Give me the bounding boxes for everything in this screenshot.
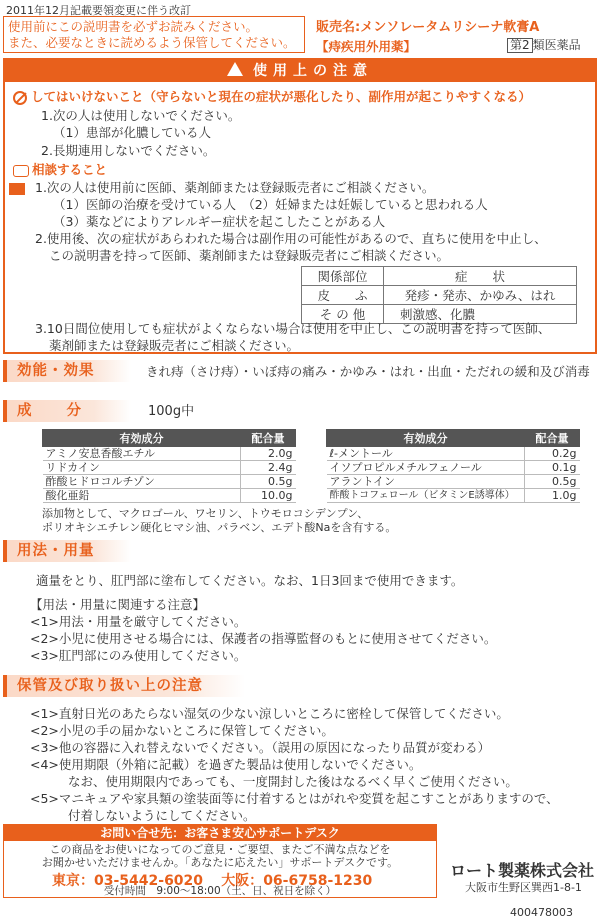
contact-heading: お問い合せ先：お客さま安心サポートデスク — [4, 825, 436, 841]
storage-line-2: <2>小児の手の届かないところに保管してください。 — [30, 723, 334, 738]
storage-line-3: <3>他の容器に入れ替えないでください。（誤用の原因になったり品質が変わる） — [30, 740, 491, 755]
tokyo-phone[interactable]: 03-5442-6020 — [94, 873, 204, 889]
symptom-col-part: 関係部位 — [302, 267, 384, 286]
ingredients-per: 100g中 — [148, 404, 195, 419]
additives-line-2: ポリオキシエチレン硬化ヒマシ油、パラベン、エデト酸Naを含有する。 — [42, 521, 397, 534]
table-row: そ の 他 刺激感、化膿 — [302, 305, 577, 324]
consult-line-5: この説明書を持って医師、薬剤師または登録販売者にご相談ください。 — [49, 248, 450, 263]
table-row: アラントイン 0.5g — [327, 475, 580, 489]
dosage-related-heading: 【用法・用量に関連する注意】 — [30, 597, 206, 612]
ingredients-heading: 成 分 — [3, 400, 131, 422]
dosage-text: 適量をとり、肛門部に塗布してください。なお、1日3回まで使用できます。 — [36, 573, 464, 588]
table-row: リドカイン 2.4g — [43, 461, 296, 475]
consult-hand-icon — [13, 165, 29, 177]
table-row: 酢酸ヒドロコルチゾン 0.5g — [43, 475, 296, 489]
consult-line-4: 2.使用後、次の症状があらわれた場合は副作用の可能性があるので、直ちに使用を中止し、 — [35, 231, 547, 246]
ingredient-col-amount-right: 配合量 — [525, 430, 580, 447]
efficacy-text: きれ痔（さけ痔）・いぼ痔の痛み・かゆみ・はれ・出血・ただれの緩和及び消毒 — [146, 364, 590, 379]
usage-category: 【痔疾用外用薬】 — [316, 39, 417, 54]
consult-heading: 相談すること — [13, 161, 107, 178]
dosage-related-2: <2>小児に使用させる場合には、保護者の指導監督のもとに使用させてください。 — [30, 631, 497, 646]
dosage-heading: 用法・用量 — [3, 540, 131, 562]
contact-line-1: この商品をお使いになってのご意見・ご要望、またご不満な点などを — [49, 843, 391, 856]
contact-hours: 受付時間 9:00～18:00（土、日、祝日を除く） — [103, 885, 337, 897]
table-row: イソプロピルメチルフェノール 0.1g — [327, 461, 580, 475]
usage-caution-section — [3, 58, 597, 354]
storage-line-5: なお、使用期限内であっても、一度開封した後はなるべく早くご使用ください。 — [68, 774, 518, 789]
storage-heading: 保管及び取り扱い上の注意 — [3, 675, 245, 697]
ingredient-col-name-right: 有効成分 — [327, 430, 525, 447]
notice-line-2: また、必要なときに読めるよう保管してください。 — [8, 35, 296, 50]
dont-heading: してはいけないこと（守らないと現在の症状が悪化したり、副作用が起こりやすくなる） — [13, 88, 531, 105]
table-row: 酢酸トコフェロール（ビタミンE誘導体） 1.0g — [327, 489, 580, 503]
contact-phones: 東京：03-5442-6020 大阪：06-6758-1230 — [52, 873, 373, 889]
product-code: 400478003 — [510, 906, 573, 919]
contact-line-2: お聞かせいただけませんか。「あなたに応えたい」サポートデスクです。 — [41, 856, 399, 869]
symptom-table-header — [302, 267, 577, 286]
contact-box — [3, 824, 437, 898]
dont-line-1: 1.次の人は使用しないでください。 — [41, 108, 241, 123]
storage-line-7: 付着しないようにしてください。 — [68, 808, 256, 823]
dont-line-3: 2.長期連用しないでください。 — [41, 143, 216, 158]
consult-line-7: 薬剤師または登録販売者にご相談ください。 — [49, 338, 300, 353]
storage-line-4: <4>使用期限（外箱に記載）を過ぎた製品は使用しないでください。 — [30, 757, 422, 772]
symptom-col-symptom: 症 状 — [384, 267, 577, 286]
revision-note: 2011年12月記載要領変更に伴う改訂 — [6, 4, 191, 17]
warning-icon — [227, 62, 243, 76]
storage-line-6: <5>マニキュアや家具類の塗装面等に付着するとはがれや変質を起こすことがありますので、 — [30, 791, 559, 806]
dosage-related-3: <3>肛門部にのみ使用してください。 — [30, 648, 247, 663]
consult-line-6: 3.10日間位使用しても症状がよくならない場合は使用を中止し、この説明書を持って医師、 — [35, 321, 551, 336]
ingredient-col-name: 有効成分 — [43, 430, 241, 447]
consult-line-3: （3）薬などによりアレルギー症状を起こしたことがある人 — [53, 214, 386, 229]
ingredient-col-amount: 配合量 — [241, 430, 296, 447]
company-name: ロート製薬株式会社 — [450, 861, 595, 880]
read-before-use-notice — [3, 16, 305, 53]
usage-caution-title: 使用上の注意 — [253, 63, 373, 79]
table-row: アミノ安息香酸エチル 2.0g — [43, 447, 296, 461]
ingredient-table-left — [42, 429, 296, 503]
consult-marker-icon — [9, 183, 25, 195]
consult-line-1: 1.次の人は使用前に医師、薬剤師または登録販売者にご相談ください。 — [35, 180, 435, 195]
usage-caution-header — [5, 60, 595, 82]
symptom-table — [301, 266, 577, 324]
drug-class — [507, 36, 581, 53]
efficacy-heading: 効能・効果 — [3, 360, 131, 382]
drug-class-suffix: 類医薬品 — [532, 38, 581, 52]
drug-class-number: 第2 — [507, 38, 533, 53]
dont-line-2: （1）患部が化膿している人 — [53, 125, 211, 140]
sales-name: 販売名:メンソレータムリシーナ軟膏A — [316, 20, 540, 35]
dosage-related-1: <1>用法・用量を厳守してください。 — [30, 614, 247, 629]
prohibited-icon — [13, 91, 27, 105]
table-row: 皮 ふ 発疹・発赤、かゆみ、はれ — [302, 286, 577, 305]
company-address: 大阪市生野区巽西1-8-1 — [465, 881, 582, 894]
table-row: 酸化亜鉛 10.0g — [43, 489, 296, 503]
table-row: ℓ-メントール 0.2g — [327, 447, 580, 461]
osaka-phone[interactable]: 06-6758-1230 — [263, 873, 373, 889]
notice-line-1: 使用前にこの説明書を必ずお読みください。 — [8, 19, 259, 34]
ingredient-table-right — [326, 429, 580, 503]
additives-line-1: 添加物として、マクロゴール、ワセリン、トウモロコシデンプン、 — [42, 507, 369, 520]
storage-line-1: <1>直射日光のあたらない湿気の少ない涼しいところに密栓して保管してください。 — [30, 706, 509, 721]
consult-line-2: （1）医師の治療を受けている人 （2）妊婦または妊娠していると思われる人 — [53, 197, 488, 212]
